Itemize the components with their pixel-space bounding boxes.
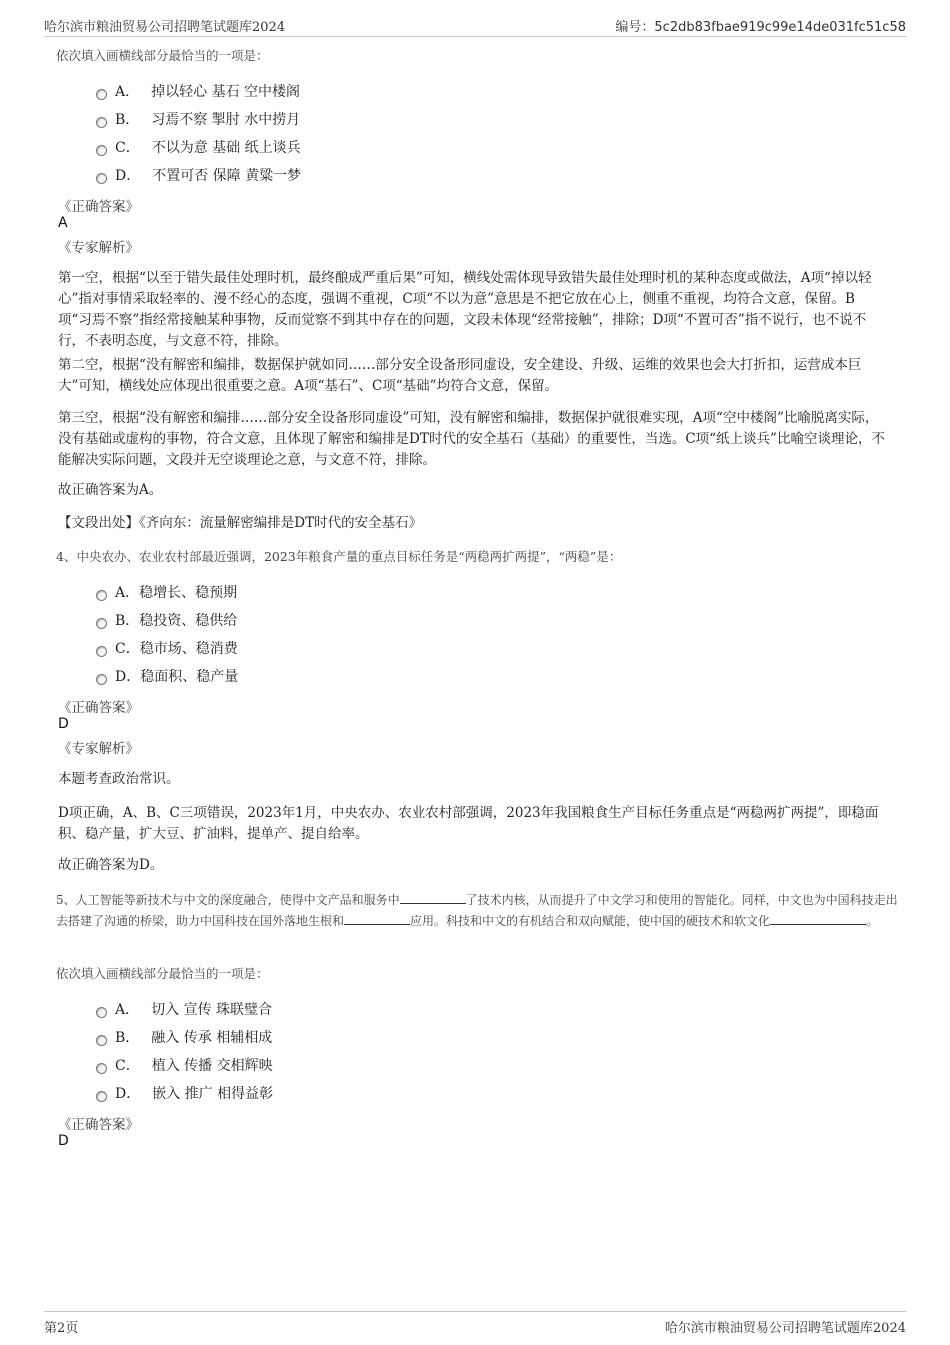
radio-icon[interactable] (96, 89, 107, 100)
radio-icon[interactable] (96, 1035, 107, 1046)
footer-title: 哈尔滨市粮油贸易公司招聘笔试题库2024 (664, 1321, 906, 1336)
q4-analysis-p1: 本题考查政治常识。 (58, 771, 180, 787)
radio-icon[interactable] (96, 117, 107, 128)
q3-answer-label: 《正确答案》 (58, 199, 139, 215)
q5-option-c[interactable]: C． 植入 传播 交相辉映 (96, 1055, 273, 1077)
q3-option-b[interactable]: B． 习焉不察 掣肘 水中捞月 (96, 109, 300, 131)
q5-blank-3[interactable] (770, 911, 866, 925)
q4-option-b[interactable]: B．稳投资、稳供给 (96, 610, 237, 632)
q5-answer-label: 《正确答案》 (58, 1117, 139, 1133)
radio-icon[interactable] (96, 145, 107, 156)
q4-option-c[interactable]: C．稳市场、稳消费 (96, 638, 238, 660)
q5-lead: 依次填入画横线部分最恰当的一项是： (56, 966, 269, 981)
page-number: 第2页 (44, 1321, 79, 1336)
page-header (44, 14, 906, 37)
radio-icon[interactable] (96, 173, 107, 184)
q3-analysis-label: 《专家解析》 (58, 240, 139, 256)
q3-option-c[interactable]: C． 不以为意 基础 纸上谈兵 (96, 137, 301, 159)
radio-icon[interactable] (96, 1091, 107, 1102)
q4-analysis-p2: D项正确，A、B、C三项错误，2023年1月，中央农办、农业农村部强调，2023年我国粮食生产目标任务重点是“两稳两扩两提”，即稳面积、稳产量，扩大豆、扩油料，提单产、提自给率。 (58, 805, 879, 842)
radio-icon[interactable] (96, 1007, 107, 1018)
q3-conclusion: 故正确答案为A。 (58, 482, 163, 498)
q5-option-d[interactable]: D． 嵌入 推广 相得益彰 (96, 1083, 273, 1105)
q3-answer: A (58, 215, 68, 231)
q5-option-a[interactable]: A． 切入 宣传 珠联璧合 (96, 999, 272, 1021)
q3-lead: 依次填入画横线部分最恰当的一项是： (56, 48, 269, 63)
q4-option-d[interactable]: D．稳面积、稳产量 (96, 666, 238, 688)
q3-analysis-p1: 第一空，根据“以至于错失最佳处理时机，最终酿成严重后果”可知，横线处需体现导致错失最佳处理时机的某种态度或做法，A项“掉以轻心”指对事情采取轻率的、漫不经心的态度，强调不重视，C项“不以为意”意思是不把它放在心上，侧重不重视，均符合文意，保留。B项“习焉不察”指经常接触某种事物，反而觉察不到其中存在的问题，文段未体现“经常接触”，排除；D项“不置可否”指不说行，也不说不行，不表明态度，与文意不符，排除。 (58, 270, 872, 349)
q3-analysis-p2: 第二空，根据“没有解密和编排，数据保护就如同……部分安全设备形同虚设，安全建设、升级、运维的效果也会大打折扣，运营成本巨大”可知，横线处应体现出很重要之意。A项“基石”、C项“基础”均符合文意，保留。 (58, 357, 862, 394)
q5-blank-1[interactable] (400, 890, 466, 904)
q4-answer-label: 《正确答案》 (58, 700, 139, 716)
radio-icon[interactable] (96, 590, 107, 601)
header-code: 编号：5c2db83fbae919c99e14de031fc51c58 (615, 20, 906, 35)
q5-option-b[interactable]: B． 融入 传承 相辅相成 (96, 1027, 272, 1049)
q3-analysis-p3: 第三空，根据“没有解密和编排……部分安全设备形同虚设”可知，没有解密和编排，数据保护就很难实现，A项“空中楼阁”比喻脱离实际，没有基础或虚构的事物，符合文意，且体现了解密和编排是DT时代的安全基石（基础）的重要性，当选。C项“纸上谈兵”比喻空谈理论，不能解决实际问题，文段并无空谈理论之意，与文意不符，排除。 (58, 410, 885, 468)
q3-option-a[interactable]: A． 掉以轻心 基石 空中楼阁 (96, 81, 300, 103)
page-footer (44, 1311, 906, 1336)
radio-icon[interactable] (96, 1063, 107, 1074)
radio-icon[interactable] (96, 618, 107, 629)
q5-stem: 5、人工智能等新技术与中文的深度融合，使得中文产品和服务中 了技术内核，从而提升了中文学习和使用的智能化。同样，中文也为中国科技走出去搭建了沟通的桥梁，助力中国科技在国外落地生根和 应用。科技和中文的有机结合和双向赋能，使中国的硬技术和软文化 。 (56, 890, 898, 932)
q5-blank-2[interactable] (344, 911, 410, 925)
q5-answer: D (58, 1133, 69, 1149)
q4-analysis-label: 《专家解析》 (58, 741, 139, 757)
q4-stem: 4、中央农办、农业农村部最近强调，2023年粮食产量的重点目标任务是“两稳两扩两提”，“两稳”是： (56, 549, 622, 564)
q4-answer: D (58, 716, 69, 732)
q4-option-a[interactable]: A．稳增长、稳预期 (96, 582, 237, 604)
q3-option-d[interactable]: D． 不置可否 保障 黄粱一梦 (96, 165, 301, 187)
header-title: 哈尔滨市粮油贸易公司招聘笔试题库2024 (44, 20, 286, 35)
q4-conclusion: 故正确答案为D。 (58, 857, 164, 873)
q3-source: 【文段出处】《齐向东：流量解密编排是DT时代的安全基石》 (58, 515, 423, 531)
radio-icon[interactable] (96, 674, 107, 685)
radio-icon[interactable] (96, 646, 107, 657)
